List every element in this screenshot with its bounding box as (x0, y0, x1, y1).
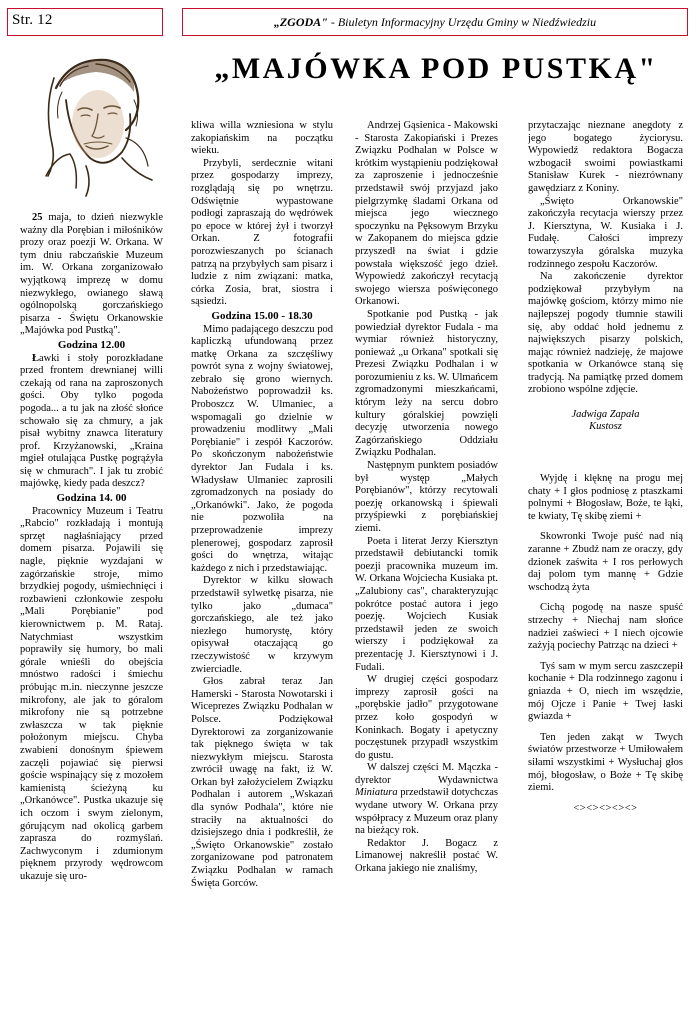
publisher-name: Miniatura (355, 787, 398, 799)
poem-stanza: Ten jeden zakąt w Twych światów przestworze + Umiłowałem siłami wszystkimi + Wysłuchaj głos mój, błogosław, o Boże + Tę skibę ziemi. (528, 731, 683, 794)
poem (528, 473, 683, 795)
paragraph: Poeta i literat Jerzy Kiersztyn przedstawił debiutancki tomik poezji pracownika muzeum im. W. Orkana Wojciecha Kusiaka pt. „Zalubiony cas", charakteryzując pokrótce postać autora i jego poezję. Wojciech Kusiak przedstawił jeden ze swoich wierszy i podziękował za prezentację J. Kiersztynowi i J. Fudali. (355, 535, 498, 673)
paragraph: Następnym punktem posiadów był występ „Małych Porębianów", którzy recytowali poezję orkanowską i śpiewali przyśpiewki z porębiańskiej ziemi. (355, 460, 498, 534)
section-heading: Godzina 15.00 - 18.30 (211, 309, 313, 322)
paragraph: Pracownicy Muzeum i Teatru „Rabcio" rozkładają i montują sprzęt nagłaśniający przed domem pisarza. Pojawili się nagle, pięknie wyzdajani w zagórzańskie stroje, mimo brzydkiej pogody, uśmiechnięci i rozbawieni członkowie zespołu „Mali Porębianie" pod kierownictwem p. M. Rataj. Natychmiast wszystkim poprawiły się humory, bo mali górale wnieśli do obejścia mnóstwo radości i śmiechu próbując m.in. nieczynne jeszcze mikrofony, ale jak to góralom mikrofony nie są potrzebne zwłaszcza w tak pięknie położonym miejscu. Chyba zwabieni donośnym śpiewem zaczęli pojawiać się pierwsi goście wspinający się z mozołem kamienistą ścieżyną ku „Orkanówce". Pustka ukazuje się ich oczom i swym zielonym, górującym nad okolicą garbem zaprasza do rozmyślań. Zachwyconym i zdumionym pięknem przyrody wędrowcom ukazuje się uro- (20, 505, 163, 882)
author-portrait (26, 48, 158, 198)
paragraph: Dyrektor w kilku słowach przedstawił sylwetkę pisarza, nie tylko jako „dumaca" gorczańskiego, ale też jako niezłego humorystę, który opisywał otaczającą go rzeczywistość w krzywym zwierciadle. (191, 575, 333, 675)
article-column-4 (528, 120, 683, 1000)
section-heading: Godzina 14. 00 (56, 492, 127, 505)
article-column-2 (191, 120, 333, 1000)
paragraph: Na zakończenie dyrektor podziękował przybyłym na majówkę gościom, którzy mimo nie najlepszej pogody tłumnie stawili się, aby oddać hołd jednemu z największych pisarzy polskich, mając również nadzieję, że majowe spotkania w Orkanówce staną się tradycją. Na pamiątkę przed domem zrobiono wspólne zdjęcie. (528, 271, 683, 396)
paragraph: przytaczając nieznane anegdoty z jego bogatego życiorysu. Wypowiedź redaktora Bogacza wzbogacił swoimi powiastkami Stanisław Kurek - niezrównany gawędziarz z Koniny. (528, 120, 683, 194)
paragraph: Przybyli, serdecznie witani przez gospodarzy imprezy, rozglądają się po wnętrzu. Odświętnie wypastowane podłogi zapraszają do wędrówek po epoce w której żył i tworzył Orkan. Z fotografii porozwieszanych po ścianach patrzą na przybyłych sam pisarz i ludzie z nim związani: matka, córka Zosia, brat, siostra i sąsiedzi. (191, 157, 333, 308)
paragraph: Redaktor J. Bogacz z Limanowej nakreślił postać W. Orkana jakiego nie znaliśmy, (355, 837, 498, 875)
poem-stanza: Cichą pogodę na nasze spuść strzechy + Niechaj nam słońce nadziei zaświeci + I niech ojcowie zażyją pociechy Patrząc na dzieci + (528, 602, 683, 652)
section-heading: Godzina 12.00 (57, 338, 126, 351)
paragraph: 25 maja, to dzień niezwykle ważny dla Porębian i miłośników prozy oraz poezji W. Orkana. W tym dniu rabczańskie Muzeum im. W. Orkana zorganizowało wyjątkową imprezę w domu niezwykłego, owianego sławą ogólnopolską gorczańskiego pisarza - Świętu Orkanowskie „Majówka pod Pustką". (20, 212, 163, 337)
paragraph: Głos zabrał teraz Jan Hamerski - Starosta Nowotarski i Wiceprezes Związku Podhalan w Polsce. Podziękował Dyrektorowi za zorganizowanie tak pięknego święta w tak niezwykłym miejscu. Starosta zwrócił uwagę na fakt, iż W. Orkan był założycielem Związku Podhalan i autorem „Wskazań dla synów Podhala", które nie straciły na aktualności do dzisiejszego dnia i podkreślił, że „Święto Orkanowskie" zostało zorganizowane pod patronatem Związku Podhalan w ramach Święta Gorców. (191, 676, 333, 889)
article-title: „MAJÓWKA POD PUSTKĄ" (214, 52, 658, 85)
poem-stanza: Wyjdę i klęknę na progu mej chaty + I głos podniosę z ptaszkami polnymi + Błogosław, Boże, te łąki, te kwiaty, Tę skibę ziemi + (528, 473, 683, 522)
closing-ornament: <><><><><> (573, 802, 638, 814)
paragraph: „Święto Orkanowskie" zakończyła recytacja wierszy przez J. Kiersztyna, W. Kusiaka i J. Fudałę. Całości imprezy towarzyszyła góralska muzyka rodzinnego zespołu Kaczorów. (528, 195, 683, 270)
publication-title (183, 9, 687, 35)
article-column-3 (355, 120, 498, 1000)
paragraph-lead: Ł (32, 352, 40, 364)
poem-stanza: Tyś sam w mym sercu zaszczepił kochanie + Dla rodzinnego zagonu i gniazda + O, niech im wszędzie, mój Ojcze i Panie + Twej łaski gwiazda + (528, 660, 683, 723)
publication-subtitle: - Biuletyn Informacyjny Urzędu Gminy w Niedźwiedziu (327, 15, 597, 29)
page-number-box (7, 8, 163, 36)
poem-stanza: Skowronki Twoje puść nad nią zaranne + Zbudź nam ze oraczy, gdy dzionek zaświta + I ros perłowych daj polom tym mannę + Gdzie wschodzą żyta (528, 531, 683, 593)
article-author-role: Kustosz (589, 421, 622, 433)
publication-name: „ZGODA" (273, 15, 328, 29)
publication-header (182, 8, 688, 36)
article-column-1 (20, 212, 163, 1002)
paragraph: W dalszej części M. Mączka - dyrektor Wydawnictwa Miniatura przedstawił dotychczas wydane utwory W. Orkana przy współpracy z Muzeum oraz plany na bieżący rok. (355, 762, 498, 837)
paragraph: Spotkanie pod Pustką - jak powiedział dyrektor Fudala - ma wymiar również historyczny, ponieważ „u Orkana" spotkali się Prezesi Związku Podhalan i w porozumieniu z ks. W. Ulmańcem zgromadzonymi mieszkańcami, którym leży na sercu dobro kultury góralskiej powzięli decyzję utworzenia nowego Zagórzańskiego Oddziału Związku Podhalan. (355, 308, 498, 459)
paragraph: kliwa willa wzniesiona w stylu zakopiańskim na początku wieku. (191, 120, 333, 157)
paragraph: Mimo padającego deszczu pod kapliczką ufundowaną przez matkę Orkana za szczęśliwy powrót syna z wojny światowej, zebrało się grono wiernych. Nabożeństwo poprowadził ks. Proboszcz W. Ulmaniec, a wspomagali go dzielnie w prowadzeniu modlitwy „Mali Porębianie" i zespół Kaczorów. Po skończonym nabożeństwie dyrektor Jan Fudala i ks. Władysław Ulmaniec zaprosili zgromadzonych na posiady do „Orkanówki". Jako, że pogoda nie pozwoliła na przeprowadzenie imprezy plenerowej, gospodarz zaprosił gości do wnętrza, witając każdego z nich i przedstawiając. (191, 323, 333, 574)
page-number: Str. 12 (12, 12, 53, 28)
paragraph: W drugiej części gospodarz imprezy zaprosił gości na „porębskie jadło" przygotowane przez koło gospodyń w Koninkach. Bogaty i apetyczny poczęstunek przypadł wszystkim do gustu. (355, 674, 498, 761)
paragraph: Ławki i stoły porozkładane przed frontem drewnianej willi czekają od rana na zaproszonych gości. Oby tylko pogoda pogoda... a tu jak na złość słońce schowało się za chmury, a jak pisał wybitny znawca literatury prof. Krzyżanowski, „Kraina mgieł otulająca Pustkę pogrążyła się w chmurach". I jak tu zrobić majówkę, kiedy pada deszcz? (20, 352, 163, 490)
paragraph: Andrzej Gąsienica - Makowski - Starosta Zakopiański i Prezes Związku Podhalan w Polsce w krótkim wystąpieniu podziękował za zaproszenie i jednocześnie przedstawił swój przyjazd jako pielgrzymkę śladami Orkana od miejsca jego wiecznego spoczynku na Pęksowym Brzyku w Zakopanem do miejsca gdzie przyszedł na świat i gdzie powstała większość jego dzieł. Wypowiedź zakończył recytacją swojego wiersza poświęconego Orkanowi. (355, 120, 498, 308)
article-author: Jadwiga Zapała (571, 409, 640, 421)
author-portrait-drawing (26, 48, 158, 198)
paragraph-lead: 25 (32, 212, 43, 223)
